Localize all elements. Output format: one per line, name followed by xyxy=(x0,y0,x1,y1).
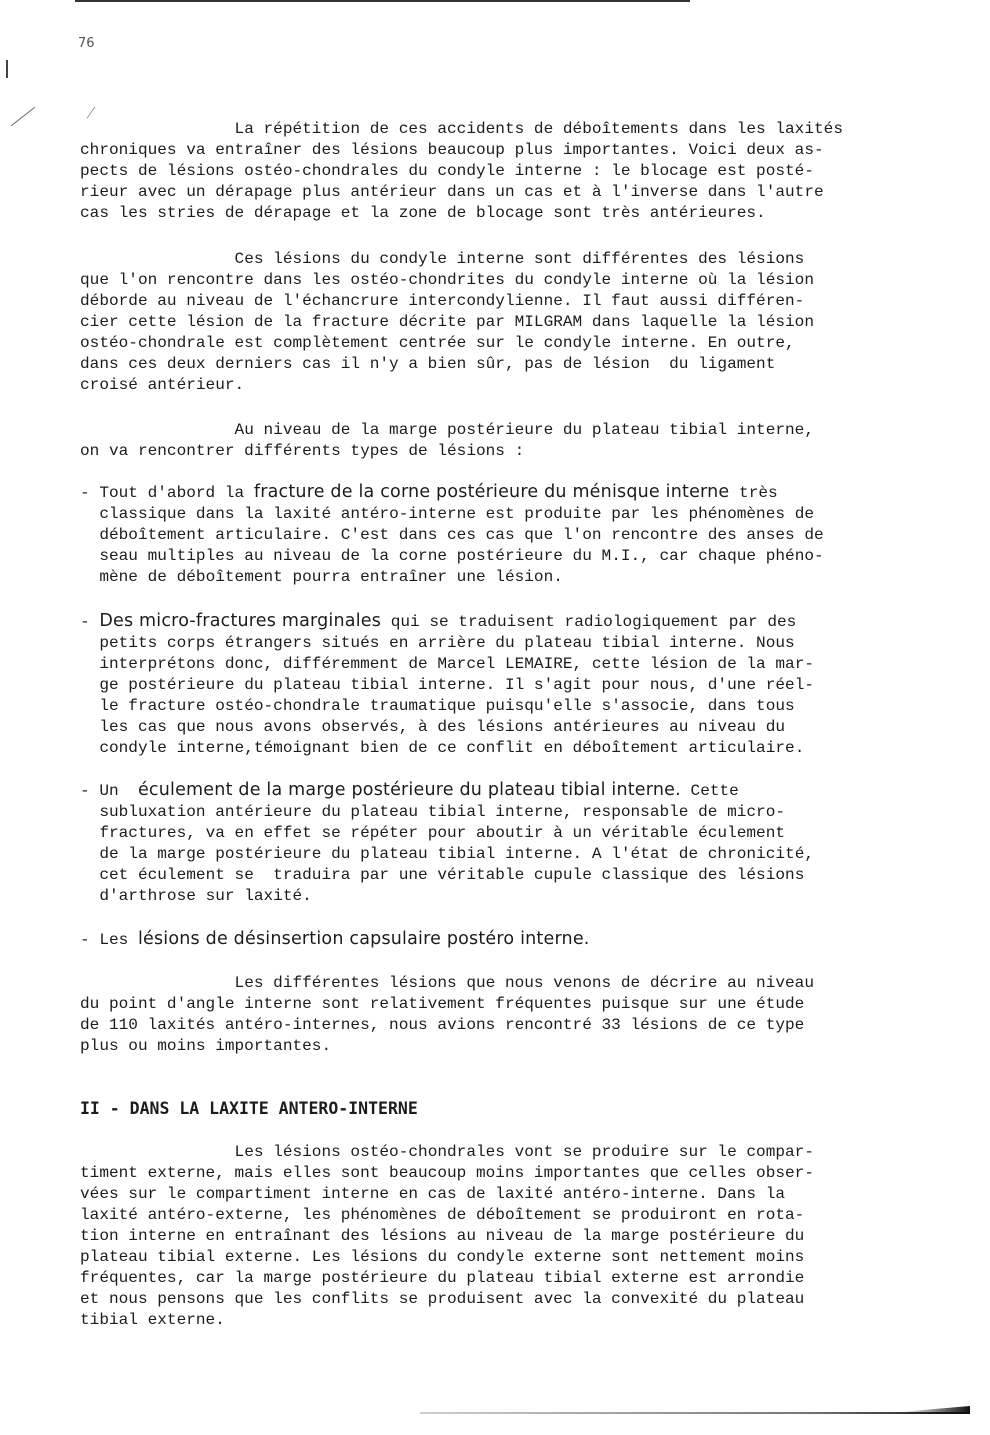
list-item-micro-fractures xyxy=(80,611,896,759)
bottom-rule xyxy=(420,1412,970,1414)
list-item-fracture-corne xyxy=(80,482,896,588)
list-item-text: très classique dans la laxité antéro-interne est produite par les phénomènes de déboîtement articulaire. C'est dans ces cas que l'on rencontre des anses de seau multiples au niveau de la corne postérieure du M.I., car chaque phéno- mène de déboîtement pourra entraîner une lésion. xyxy=(99,484,824,586)
paragraph-laxite-antero-externe: Les lésions ostéo-chondrales vont se produire sur le compar- timent externe, mais elles sont beaucoup moins importantes que celles obser- vées sur le compartiment interne en cas de laxité antéro-interne. Dans la laxité antéro-externe, les phénomènes de déboîtement se produiront en rota- tion interne en entraînant des lésions au niveau de la marge postérieure du plateau tibial externe. Les lésions du condyle externe sont nettement moins fréquentes, car la marge postérieure du plateau tibial externe est arrondie et nous pensons que les conflits se produisent avec la convexité du plateau tibial externe. xyxy=(80,1143,815,1329)
pen-scratch xyxy=(87,106,96,118)
list-item-text: Cette subluxation antérieure du plateau tibial interne, responsable de micro- fractures, va en effet se répéter pour aboutir à un véritable éculement de la marge postérieure du plateau tibial interne. A l'état de chronicité, cet éculement se traduira par une véritable cupule classique des lésions d'arthrose sur laxité. xyxy=(99,782,815,905)
section-heading: II - DANS LA LAXITE ANTERO-INTERNE xyxy=(80,1099,418,1118)
list-item-prefix: - Un xyxy=(80,782,138,800)
margin-mark xyxy=(6,60,8,78)
list-item-emphasis: fracture de la corne postérieure du ménisque interne xyxy=(253,482,730,502)
top-rule xyxy=(75,0,690,2)
paragraph-repetition: La répétition de ces accidents de déboîtements dans les laxités chroniques va entraîner des lésions beaucoup plus importantes. Voici deux as- pects de lésions ostéo-chondrales du condyle interne : le blocage est posté- rieur avec un dérapage plus antérieur dans un cas et à l'inverse dans l'autre cas les stries de dérapage et la zone de blocage sont très antérieures. xyxy=(80,120,843,222)
list-item-emphasis: lésions de désinsertion capsulaire postéro interne. xyxy=(137,929,590,949)
paragraph-marge: Au niveau de la marge postérieure du plateau tibial interne, on va rencontrer différents types de lésions : xyxy=(80,421,815,460)
bottom-rule-end xyxy=(900,1404,970,1414)
paragraph-frequence: Les différentes lésions que nous venons de décrire au niveau du point d'angle interne sont relativement fréquentes puisque sur une étude de 110 laxités antéro-internes, nous avions rencontré 33 lésions de ce type plus ou moins importantes. xyxy=(80,974,815,1055)
page-number: 76 xyxy=(78,36,95,51)
list-item-text: qui se traduisent radiologiquement par des petits corps étrangers situés en arrière du plateau tibial interne. Nous interprétons donc, différemment de Marcel LEMAIRE, cette lésion de la mar- ge postérieure du plateau tibial interne. Il s'agit pour nous, d'une réel- le fracture ostéo-chondrale traumatique puisqu'elle s'associe, dans tous les cas que nous avons observés, à des lésions antérieures au niveau du condyle interne,témoignant bien de ce conflit en déboîtement articulaire. xyxy=(99,613,815,757)
paragraph-condyle: Ces lésions du condyle interne sont différentes des lésions que l'on rencontre dans les ostéo-chondrites du condyle interne où la lésion déborde au niveau de l'échancrure intercondylienne. Il faut aussi différen- cier cette lésion de la fracture décrite par MILGRAM dans laquelle la lésion ostéo-chondrale est complètement centrée sur le condyle interne. En outre, dans ces deux derniers cas il n'y a bien sûr, pas de lésion du ligament croisé antérieur. xyxy=(80,250,814,394)
list-item-emphasis: éculement de la marge postérieure du plateau tibial interne. xyxy=(137,780,681,800)
list-item-desinsertion xyxy=(80,929,896,951)
pen-scratch xyxy=(11,107,35,126)
list-item-eculement xyxy=(80,780,896,907)
list-item-prefix: - Tout d'abord la xyxy=(80,484,254,502)
list-item-prefix: - Les xyxy=(80,931,138,949)
list-item-prefix: - xyxy=(80,613,100,631)
list-item-emphasis: Des micro-fractures marginales xyxy=(99,611,382,631)
